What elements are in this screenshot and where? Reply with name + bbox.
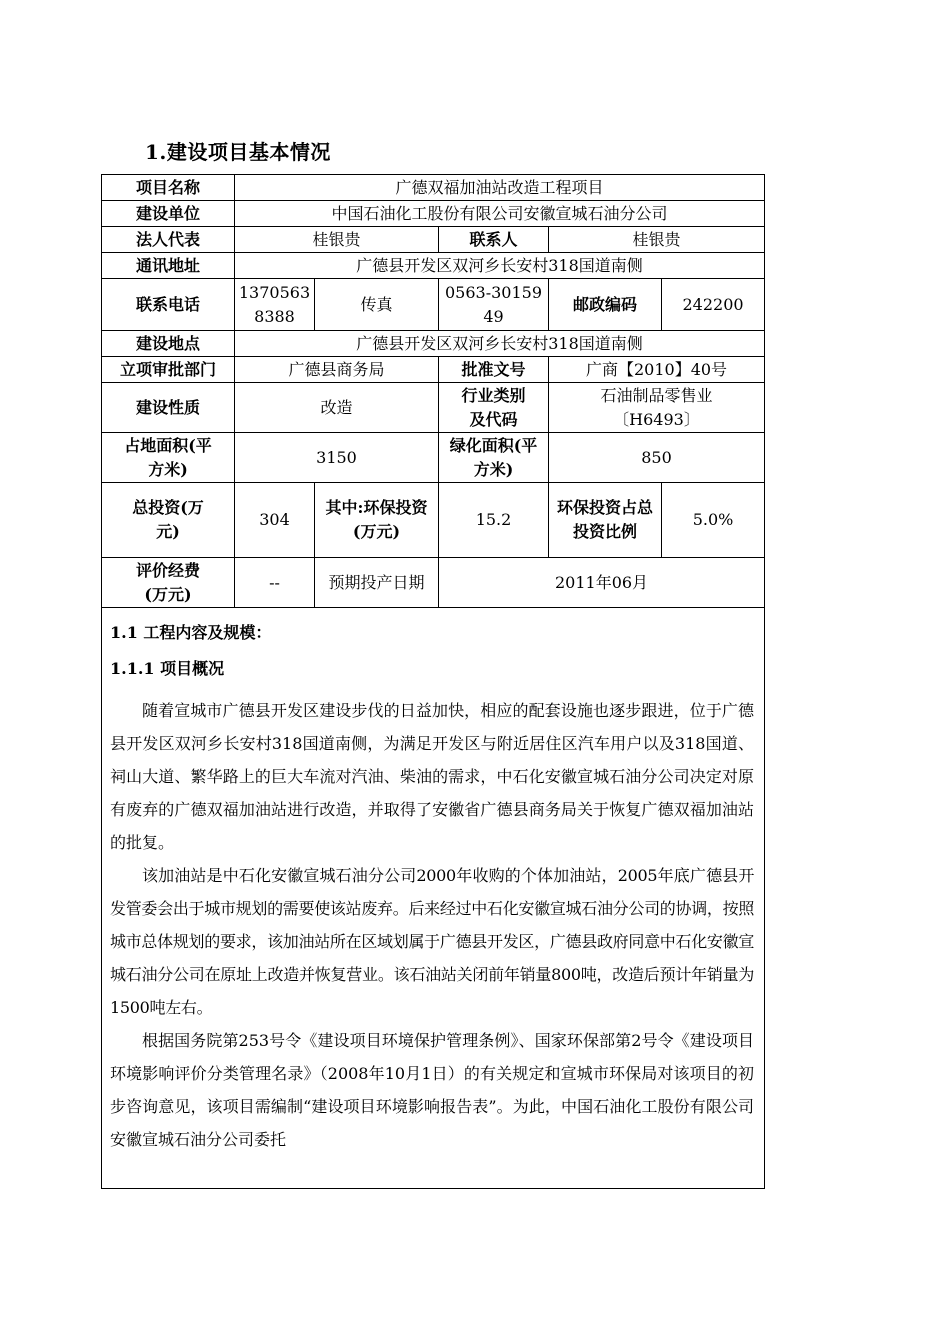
- eval-fee-label: 评价经费(万元): [102, 558, 235, 608]
- eval-fee-value: --: [235, 558, 315, 608]
- builder-label: 建设单位: [102, 201, 235, 227]
- green-value: 850: [549, 433, 765, 483]
- project-info-table: [101, 174, 765, 1189]
- env-ratio-label: 环保投资占总投资比例: [549, 483, 662, 558]
- industry-value: 石油制品零售业〔H6493〕: [549, 383, 765, 433]
- contact-label: 联系人: [439, 227, 549, 253]
- approval-dept-value: 广德县商务局: [235, 357, 439, 383]
- invest-label: 总投资(万元): [102, 483, 235, 558]
- postcode-value: 242200: [662, 279, 765, 331]
- nature-label: 建设性质: [102, 383, 235, 433]
- overview-paragraph-2: 该加油站是中石化安徽宣城石油分公司2000年收购的个体加油站，2005年底广德县开发管委会出于城市规划的需要使该站废弃。后来经过中石化安徽宣城石油分公司的协调，按照城市总体规划的要求，该加油站所在区域划属于广德县开发区，广德县政府同意中石化安徽宣城石油分公司在原址上改造并恢复营业。该石油站关闭前年销量800吨，改造后预计年销量为1500吨左右。: [110, 866, 755, 1017]
- project-description-cell: [102, 608, 765, 1189]
- contact-value: 桂银贵: [549, 227, 765, 253]
- industry-label: 行业类别及代码: [439, 383, 549, 433]
- nature-value: 改造: [235, 383, 439, 433]
- approval-doc-label: 批准文号: [439, 357, 549, 383]
- env-invest-label: 其中:环保投资(万元): [315, 483, 439, 558]
- env-invest-value: 15.2: [439, 483, 549, 558]
- fax-value: 0563-3015949: [439, 279, 549, 331]
- invest-value: 304: [235, 483, 315, 558]
- address-label: 通讯地址: [102, 253, 235, 279]
- builder-value: 中国石油化工股份有限公司安徽宣城石油分公司: [235, 201, 765, 227]
- phone-value: 13705638388: [235, 279, 315, 331]
- address-value: 广德县开发区双河乡长安村318国道南侧: [235, 253, 765, 279]
- content-heading: 1.1 工程内容及规模：: [110, 623, 272, 642]
- legal-rep-value: 桂银贵: [235, 227, 439, 253]
- overview-paragraph-3: 根据国务院第253号令《建设项目环境保护管理条例》、国家环保部第2号令《建设项目环境影响评价分类管理名录》（2008年10月1日）的有关规定和宣城市环保局对该项目的初步咨询意见，该项目需编制“建设项目环境影响报告表”。为此，中国石油化工股份有限公司安徽宣城石油分公司委托: [110, 1031, 755, 1149]
- section-title: 1.建设项目基本情况: [145, 140, 331, 164]
- project-name-label: 项目名称: [102, 175, 235, 201]
- approval-doc-value: 广商【2010】40号: [549, 357, 765, 383]
- project-name-value: 广德双福加油站改造工程项目: [235, 175, 765, 201]
- area-label: 占地面积(平方米): [102, 433, 235, 483]
- overview-heading: 1.1.1 项目概况: [110, 659, 225, 678]
- area-value: 3150: [235, 433, 439, 483]
- production-date-label: 预期投产日期: [315, 558, 439, 608]
- site-value: 广德县开发区双河乡长安村318国道南侧: [235, 331, 765, 357]
- approval-dept-label: 立项审批部门: [102, 357, 235, 383]
- fax-label: 传真: [315, 279, 439, 331]
- legal-rep-label: 法人代表: [102, 227, 235, 253]
- production-date-value: 2011年06月: [439, 558, 765, 608]
- postcode-label: 邮政编码: [549, 279, 662, 331]
- site-label: 建设地点: [102, 331, 235, 357]
- overview-paragraph-1: 随着宣城市广德县开发区建设步伐的日益加快，相应的配套设施也逐步跟进，位于广德县开发区双河乡长安村318国道南侧，为满足开发区与附近居住区汽车用户以及318国道、祠山大道、繁华路上的巨大车流对汽油、柴油的需求，中石化安徽宣城石油分公司决定对原有废弃的广德双福加油站进行改造，并取得了安徽省广德县商务局关于恢复广德双福加油站的批复。: [110, 701, 755, 852]
- phone-label: 联系电话: [102, 279, 235, 331]
- green-label: 绿化面积(平方米): [439, 433, 549, 483]
- env-ratio-value: 5.0%: [662, 483, 765, 558]
